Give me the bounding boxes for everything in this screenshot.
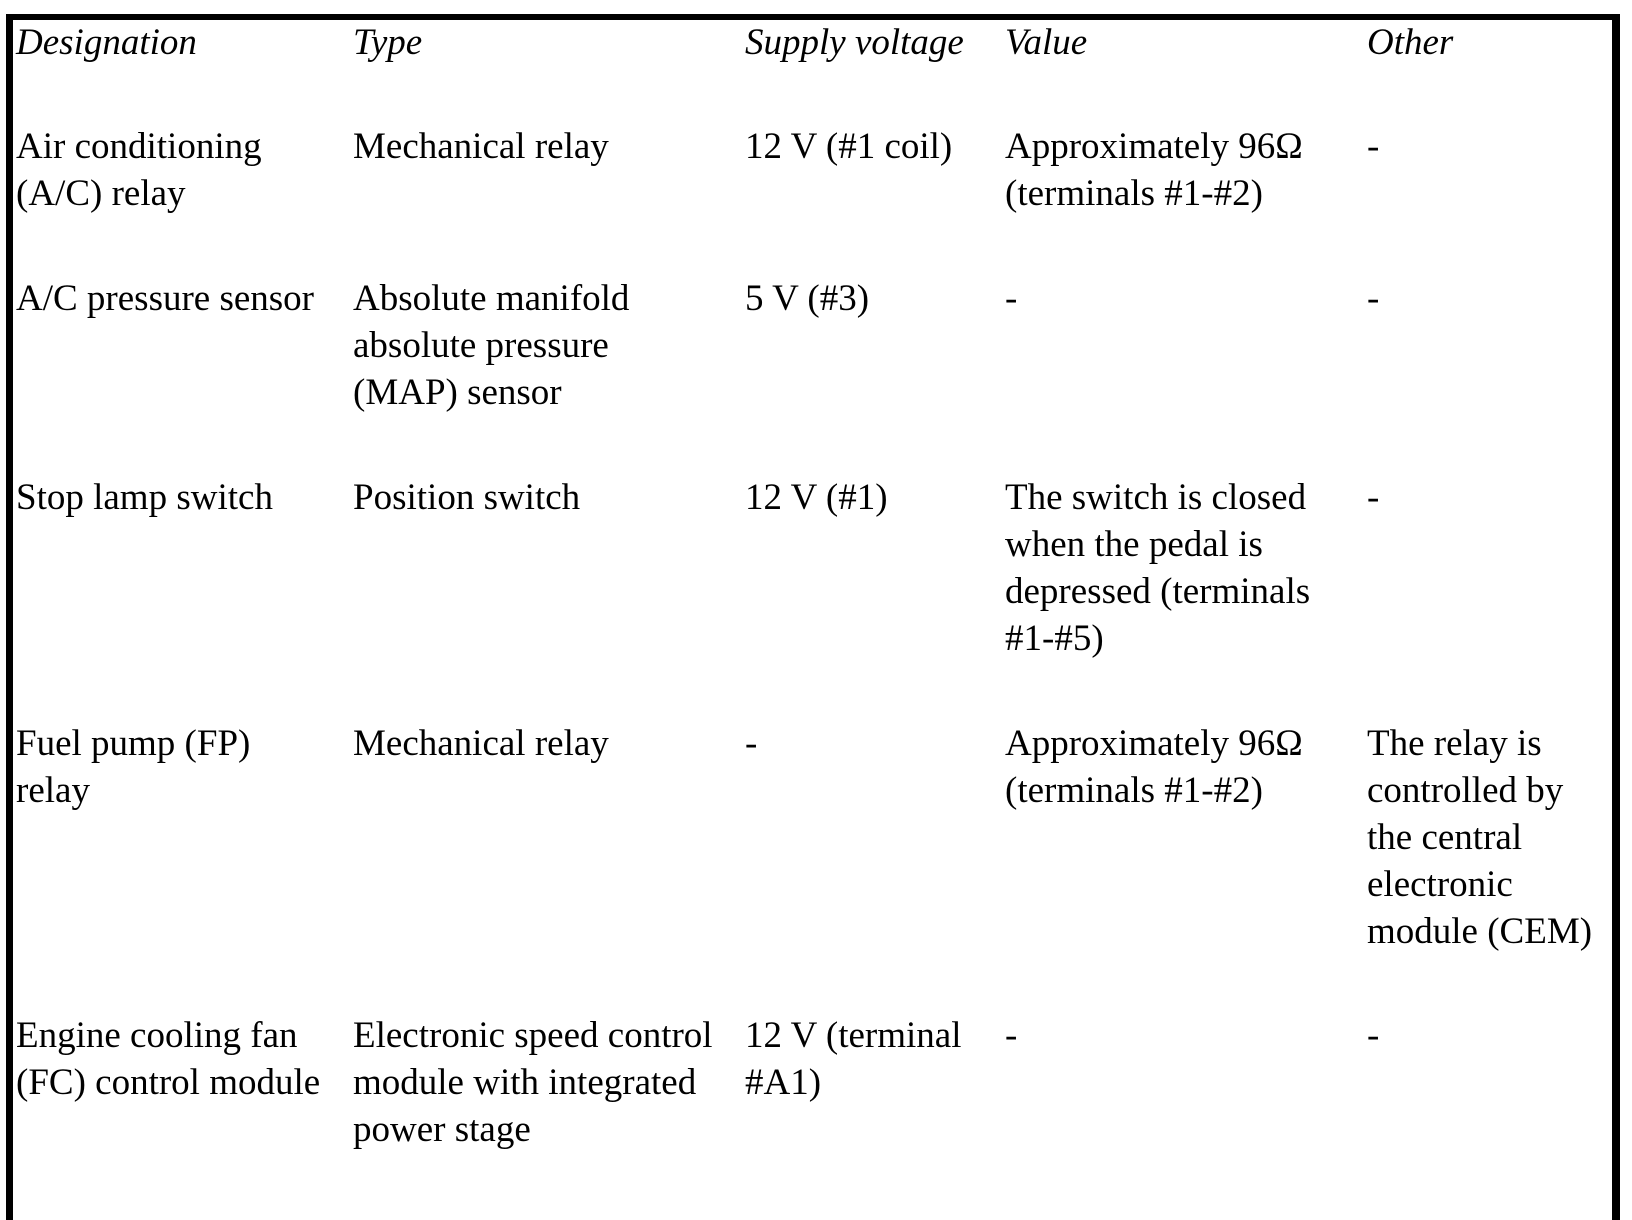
row-5-supply-voltage: 12 V (terminal #A1) [745,1015,962,1103]
row-3-supply-voltage: 12 V (#1) [745,477,888,518]
header-type: Type [353,22,423,63]
row-1-type: Mechanical relay [353,126,609,167]
row-5-value: - [1005,1015,1018,1056]
header-supply-voltage: Supply voltage [745,22,964,63]
row-1-value: Approximately 96Ω (terminals #1-#2) [1005,126,1303,214]
row-3-other: - [1367,477,1380,518]
row-4-value: Approximately 96Ω (terminals #1-#2) [1005,723,1303,811]
row-2-supply-voltage: 5 V (#3) [745,278,870,319]
row-4-type: Mechanical relay [353,723,609,764]
row-4-supply-voltage: - [745,723,758,764]
row-2-designation: A/C pressure sensor [16,278,315,319]
row-2-value: - [1005,278,1018,319]
row-1-designation: Air conditioning (A/C) relay [16,126,262,214]
row-1-other: - [1367,126,1380,167]
header-other: Other [1367,22,1454,63]
row-1-supply-voltage: 12 V (#1 coil) [745,126,953,167]
row-3-type: Position switch [353,477,581,518]
row-4-designation: Fuel pump (FP) relay [16,723,251,811]
row-5-other: - [1367,1015,1380,1056]
header-designation: Designation [16,22,197,63]
row-3-designation: Stop lamp switch [16,477,273,518]
header-value: Value [1005,22,1088,63]
row-2-other: - [1367,278,1380,319]
row-5-type: Electronic speed control module with integrated power stage [353,1015,713,1150]
row-4-other: The relay is controlled by the central electronic module (CEM) [1367,723,1593,952]
row-5-designation: Engine cooling fan (FC) control module [16,1015,321,1103]
row-3-value: The switch is closed when the pedal is depressed (terminals #1-#5) [1005,477,1311,659]
row-2-type: Absolute manifold absolute pressure (MAP) sensor [353,278,630,413]
